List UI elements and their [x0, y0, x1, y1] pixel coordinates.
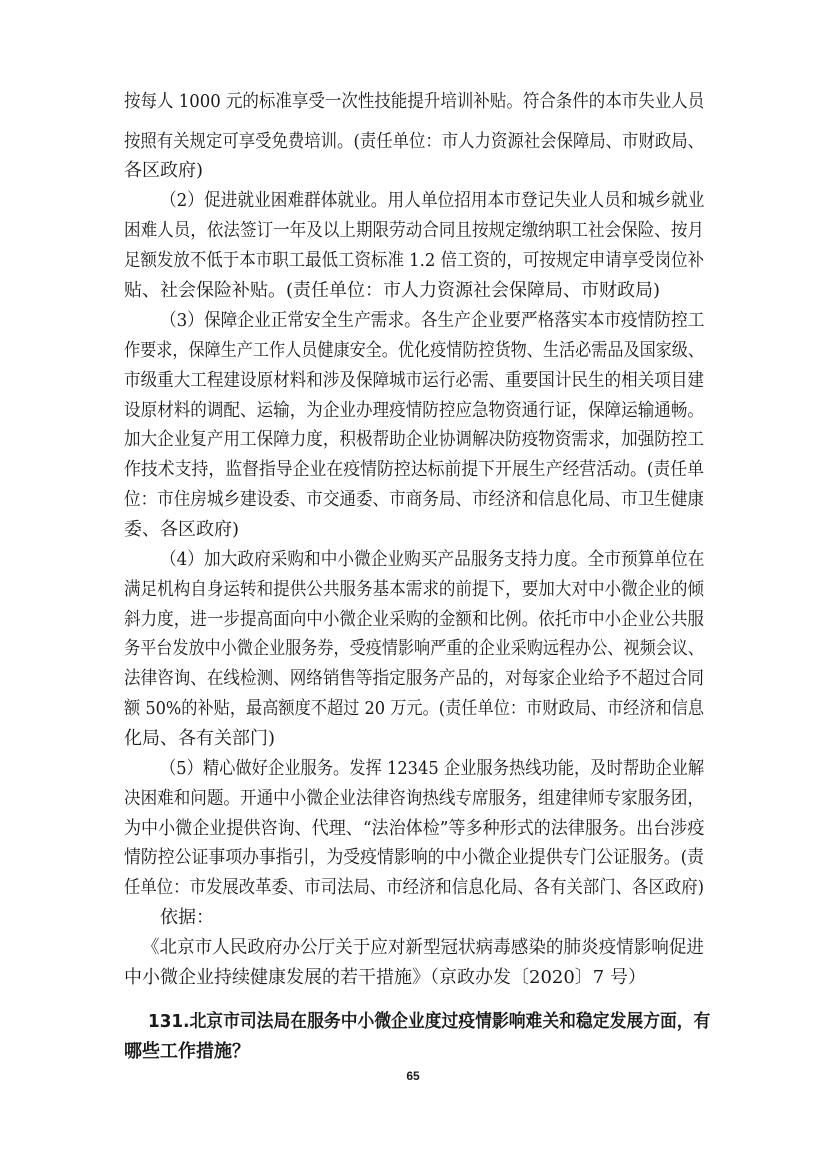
text-line: （2）促进就业困难群体就业。用人单位招用本市登记失业人员和城乡就业: [160, 190, 705, 211]
text-line: 情防控公证事项办事指引，为受疫情影响的中小微企业提供专门公证服务。(责: [124, 847, 705, 868]
question-heading-line: 哪些工作措施？: [124, 1041, 250, 1062]
text-line: 加大企业复产用工保障力度，积极帮助企业协调解决防疫物资需求，加强防控工: [124, 429, 704, 450]
text-line: 按照有关规定可享受免费培训。(责任单位：市人力资源社会保障局、市财政局、: [124, 131, 705, 152]
text-line: 务平台发放中小微企业服务券，受疫情影响严重的企业采购远程办公、视频会议、: [124, 638, 705, 659]
basis-citation-line: 中小微企业持续健康发展的若干措施》（京政办发〔2020〕7 号）: [124, 967, 646, 988]
text-line: 任单位：市发展改革委、市司法局、市经济和信息化局、各有关部门、各区政府): [124, 877, 705, 898]
text-line: 化局、各有关部门): [124, 728, 276, 749]
text-line: 满足机构自身运转和提供公共服务基本需求的前提下，要加大对中小微企业的倾: [124, 579, 704, 600]
text-line: 设原材料的调配、运输，为企业办理疫情防控应急物资通行证，保障运输通畅。: [124, 400, 704, 421]
text-line: 各区政府): [124, 160, 204, 181]
text-line: 额 50%的补贴，最高额度不超过 20 万元。(责任单位：市财政局、市经济和信息: [124, 698, 705, 719]
text-line: 足额发放不低于本市职工最低工资标准 1.2 倍工资的，可按规定申请享受岗位补: [124, 250, 705, 271]
question-heading-line: 131.北京市司法局在服务中小微企业度过疫情影响难关和稳定发展方面，有: [148, 1011, 711, 1032]
text-line: （3）保障企业正常安全生产需求。各生产企业要严格落实本市疫情防控工: [160, 310, 705, 331]
text-line: 按每人 1000 元的标准享受一次性技能提升培训补贴。符合条件的本市失业人员: [124, 91, 705, 112]
text-line: （5）精心做好企业服务。发挥 12345 企业服务热线功能，及时帮助企业解: [160, 758, 705, 779]
text-line: 决困难和问题。开通中小微企业法律咨询热线专席服务，组建律师专家服务团，: [124, 788, 704, 809]
text-line: 委、各区政府): [124, 519, 240, 540]
basis-label: 依据：: [160, 907, 214, 928]
text-line: 作要求，保障生产工作人员健康安全。优化疫情防控货物、生活必需品及国家级、: [124, 340, 705, 361]
text-line: 为中小微企业提供咨询、代理、“法治体检”等多种形式的法律服务。出台涉疫: [124, 818, 705, 839]
text-line: 作技术支持，监督指导企业在疫情防控达标前提下开展生产经营活动。(责任单: [124, 459, 705, 480]
text-line: 市级重大工程建设原材料和涉及保障城市运行必需、重要国计民生的相关项目建: [124, 370, 704, 391]
text-line: （4）加大政府采购和中小微企业购买产品服务支持力度。全市预算单位在: [160, 549, 705, 570]
page-number: 65: [406, 1069, 420, 1083]
text-line: 位：市住房城乡建设委、市交通委、市商务局、市经济和信息化局、市卫生健康: [124, 489, 704, 510]
basis-citation-line: 《北京市人民政府办公厅关于应对新型冠状病毒感染的肺炎疫情影响促进: [142, 937, 705, 958]
text-line: 困难人员，依法签订一年及以上期限劳动合同且按规定缴纳职工社会保险、按月: [124, 220, 704, 241]
text-line: 贴、社会保险补贴。(责任单位：市人力资源社会保障局、市财政局): [124, 280, 661, 301]
text-line: 斜力度，进一步提高面向中小微企业采购的金额和比例。依托市中小企业公共服: [124, 609, 704, 630]
text-line: 法律咨询、在线检测、网络销售等指定服务产品的，对每家企业给予不超过合同: [124, 668, 704, 689]
